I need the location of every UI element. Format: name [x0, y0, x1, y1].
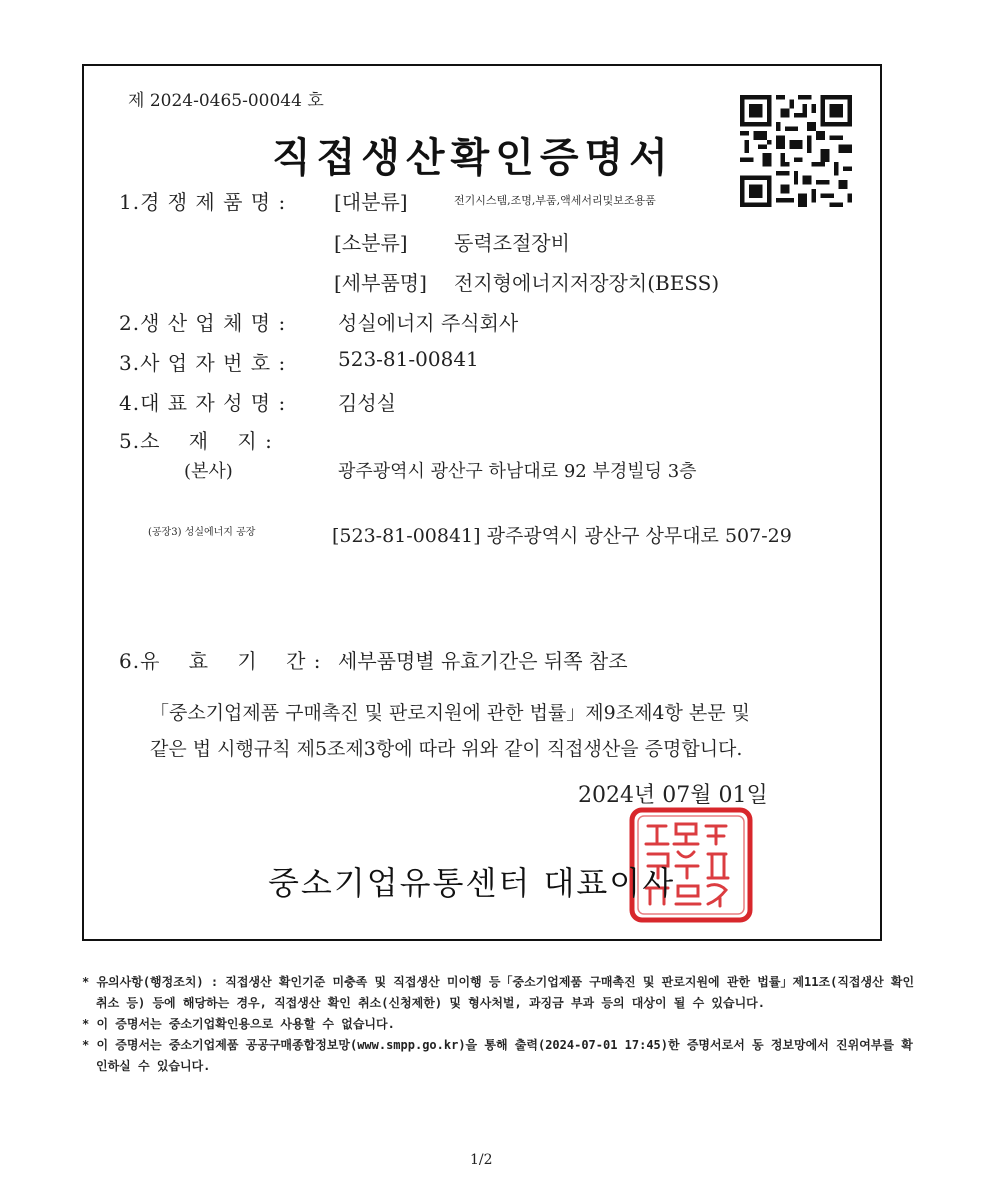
detail-item-value: 전지형에너지저장장치(BESS)	[454, 271, 720, 295]
factory-address: [523-81-00841] 광주광역시 광산구 상무대로 507-29	[332, 525, 792, 547]
minor-category-tag: [소분류]	[334, 231, 408, 255]
major-category-value: 전기시스템,조명,부품,액세서리및보조용품	[454, 194, 656, 207]
validity-value: 세부품명별 유효기간은 뒤쪽 참조	[338, 649, 628, 673]
issue-date: 2024년 07월 01일	[578, 783, 768, 808]
minor-category-value: 동력조절장비	[454, 231, 570, 255]
note-item: * 이 증명서는 중소기업확인용으로 사용할 수 없습니다.	[82, 1017, 395, 1031]
ceo-label: 4.대 표 자 성 명 :	[119, 391, 287, 415]
hq-address: 광주광역시 광산구 하남대로 92 부경빌딩 3층	[338, 461, 697, 482]
body-line-2: 같은 법 시행규칙 제5조제3항에 따라 위와 같이 직접생산을 증명합니다.	[150, 738, 743, 760]
major-category-tag: [대분류]	[334, 190, 408, 214]
hq-tag: (본사)	[184, 461, 233, 482]
issuer-name: 중소기업유통센터 대표이사	[268, 864, 676, 902]
factory-tag: (공장3) 성실에너지 공장	[148, 527, 256, 538]
address-label: 5.소 재 지 :	[119, 429, 273, 453]
ceo-value: 김성실	[338, 391, 396, 415]
business-number-label: 3.사 업 자 번 호 :	[119, 351, 287, 375]
note-item: * 유의사항(행정조치) : 직접생산 확인기준 미충족 및 직접생산 미이행 등「중소기업제품 구매촉진 및 판로지원에 관한 법률」제11조(직접생산 확인 취소 등) 등에 해당하는 경우, 직접생산 확인 취소(신청제한) 및 형사처벌, 과징금 부과 등의 대상이 될 수 있습니다.	[82, 975, 915, 1010]
certificate-title: 직접생산확인증명서	[272, 134, 674, 181]
detail-item-tag: [세부품명]	[334, 271, 427, 295]
certificate-number: 제 2024-0465-00044 호	[128, 91, 324, 111]
notes	[82, 972, 922, 1077]
body-line-1: 「중소기업제품 구매촉진 및 판로지원에 관한 법률」제9조제4항 본문 및	[150, 702, 751, 724]
note-item: * 이 증명서는 중소기업제품 공공구매종합정보망(www.smpp.go.kr)을 통해 출력(2024-07-01 17:45)한 증명서로서 동 정보망에서 진위여부를 확인하실 수 있습니다.	[82, 1038, 913, 1073]
page-number: 1/2	[470, 1152, 493, 1168]
company-label: 2.생 산 업 체 명 :	[119, 311, 287, 335]
product-label: 1.경 쟁 제 품 명 :	[119, 190, 287, 214]
qr-code-icon	[740, 95, 852, 207]
company-value: 성실에너지 주식회사	[338, 311, 519, 335]
validity-label: 6.유 효 기 간 :	[119, 649, 322, 673]
business-number-value: 523-81-00841	[338, 347, 479, 371]
